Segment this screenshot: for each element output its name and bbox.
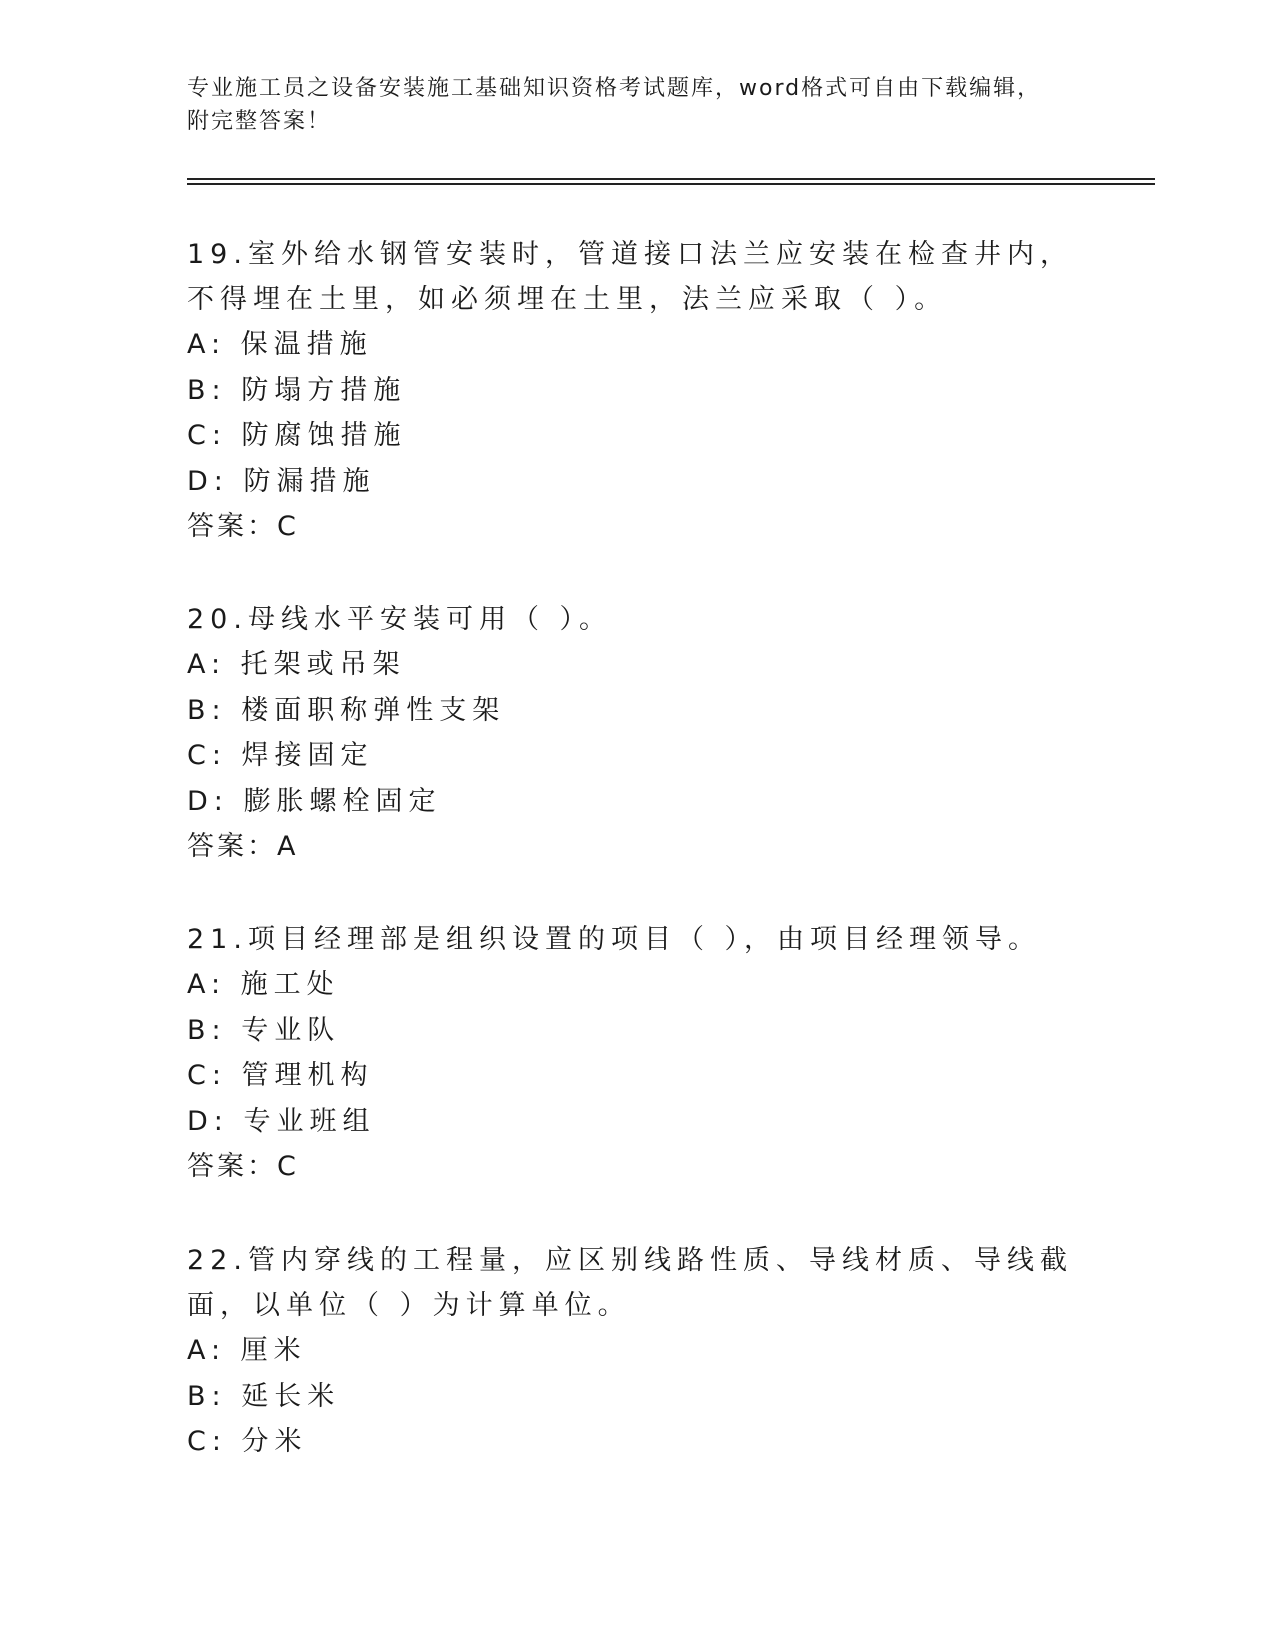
question-19 [187,232,1087,550]
option-d: D: 膨胀螺栓固定 [187,785,442,817]
option-a: A: 托架或吊架 [187,649,406,680]
header-divider-top [187,178,1155,180]
option-d: D: 专业班组 [187,1105,376,1137]
question-22 [187,1238,1087,1465]
option-a: A: 保温措施 [187,329,373,360]
option-c: C: 分米 [187,1426,308,1457]
option-b: B: 防塌方措施 [187,374,407,406]
option-c: C: 防腐蚀措施 [187,420,407,451]
option-c: C: 焊接固定 [187,740,374,771]
option-b: B: 延长米 [187,1380,341,1412]
question-stem: 20.母线水平安装可用（ ）。 [187,604,613,635]
header-line-2: 附完整答案！ [187,109,332,134]
option-a: A: 厘米 [187,1335,307,1366]
option-a: A: 施工处 [187,969,340,1000]
header-divider-bottom [187,183,1155,185]
question-20 [187,597,1087,870]
question-stem: 19.室外给水钢管安装时，管道接口法兰应安装在检查井内，不得埋在土里，如必须埋在土里，法兰应采取（ ）。 [187,239,1073,315]
option-c: C: 管理机构 [187,1060,374,1091]
header-line-1: 专业施工员之设备安装施工基础知识资格考试题库，word格式可自由下载编辑， [187,76,1042,101]
answer: 答案：C [187,1151,299,1182]
answer: 答案：C [187,511,299,542]
option-d: D: 防漏措施 [187,465,376,497]
option-b: B: 专业队 [187,1014,341,1046]
question-stem: 22.管内穿线的工程量，应区别线路性质、导线材质、导线截面，以单位（ ）为计算单位。 [187,1245,1073,1321]
document-header [187,72,1087,138]
option-b: B: 楼面职称弹性支架 [187,694,506,726]
question-21 [187,917,1087,1190]
answer: 答案：A [187,831,299,862]
question-stem: 21.项目经理部是组织设置的项目（ ），由项目经理领导。 [187,924,1042,955]
